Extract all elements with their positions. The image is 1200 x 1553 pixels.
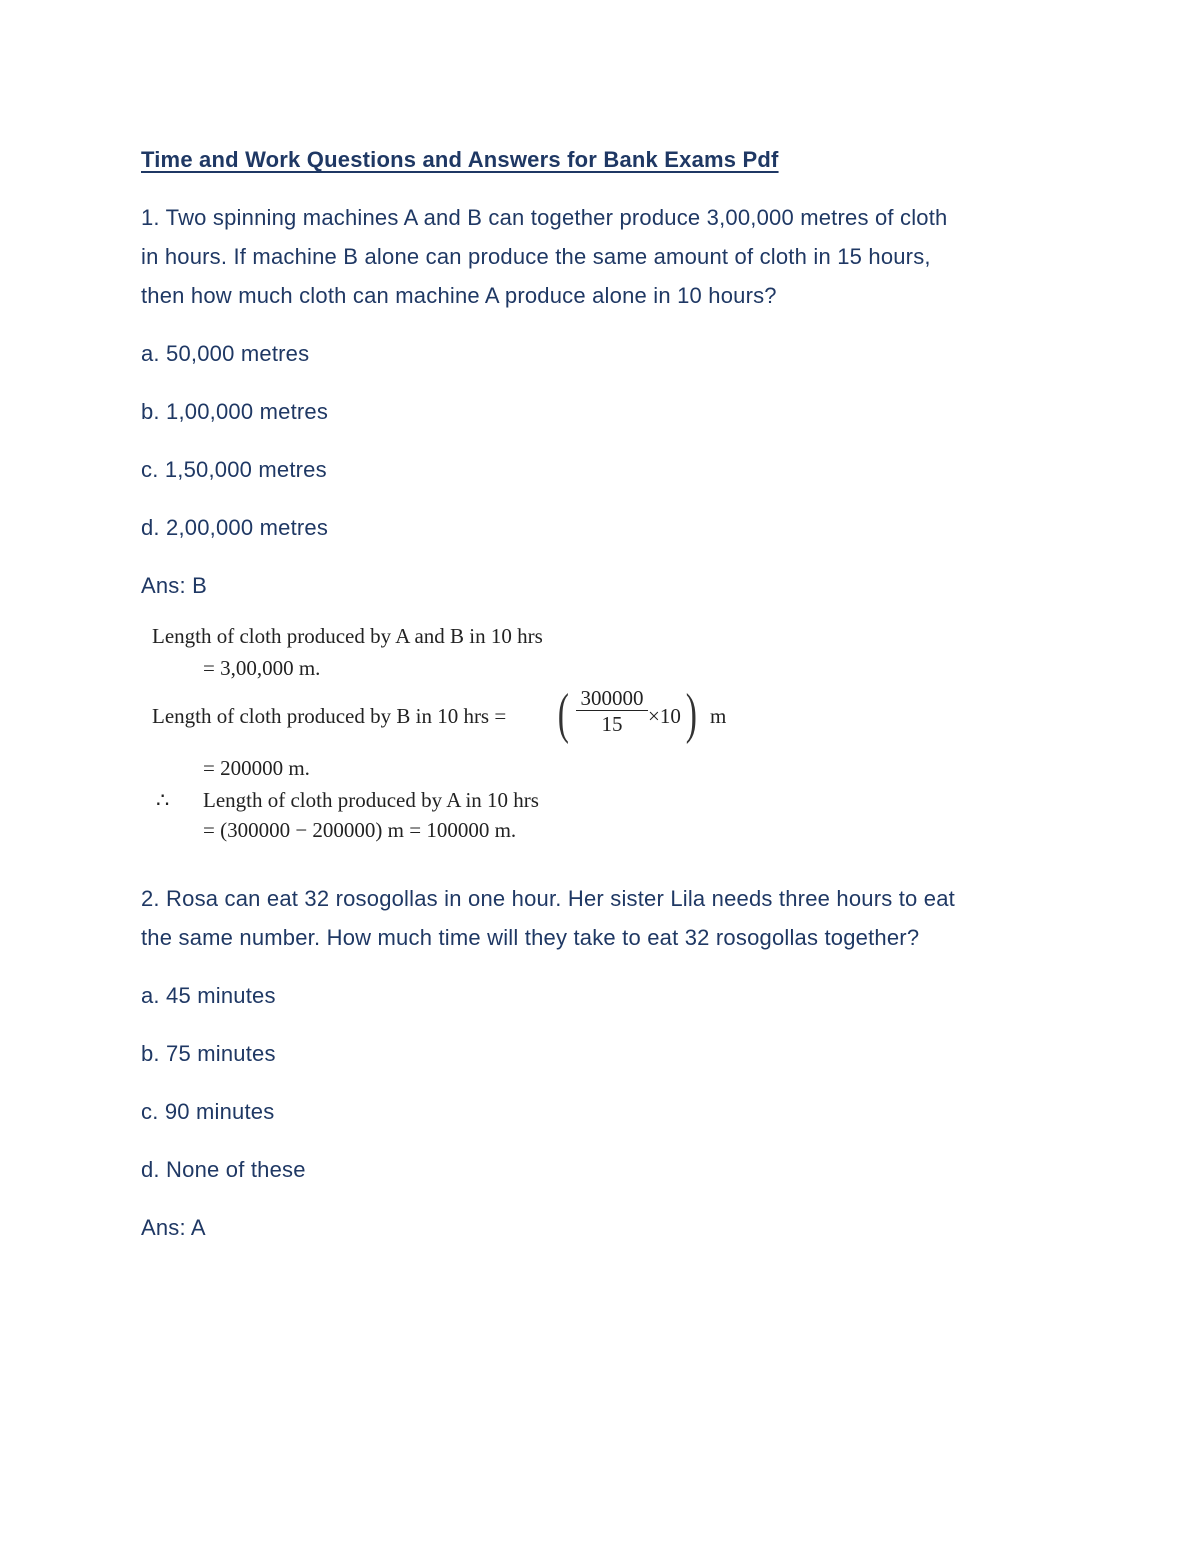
- fraction-denominator: 15: [601, 712, 623, 736]
- question-1-line-2: in hours. If machine B alone can produce the same amount of cloth in 15 hours,: [141, 244, 931, 269]
- question-2-option-d: d. None of these: [141, 1157, 306, 1182]
- fraction-numerator: 300000: [576, 686, 648, 711]
- fraction: [576, 686, 648, 737]
- solution-line-2: = 3,00,000 m.: [203, 656, 321, 680]
- therefore-symbol: ∴: [156, 788, 170, 812]
- question-1-option-b: b. 1,00,000 metres: [141, 399, 329, 424]
- question-2-option-a: a. 45 minutes: [141, 983, 276, 1008]
- question-1-option-d: d. 2,00,000 metres: [141, 515, 329, 540]
- solution-line-6: = (300000 − 200000) m = 100000 m.: [203, 818, 517, 842]
- solution-line-4: = 200000 m.: [203, 756, 310, 780]
- question-1-option-c: c. 1,50,000 metres: [141, 457, 327, 482]
- times-ten: ×10: [648, 704, 681, 728]
- solution-line-1: Length of cloth produced by A and B in 10 hrs: [152, 624, 543, 648]
- unit-m: m: [710, 704, 727, 728]
- solution-line-5: Length of cloth produced by A in 10 hrs: [203, 788, 539, 812]
- question-1-line-1: 1. Two spinning machines A and B can together produce 3,00,000 metres of cloth: [141, 205, 948, 230]
- question-1-option-a: a. 50,000 metres: [141, 341, 310, 366]
- left-parenthesis: (: [557, 683, 569, 745]
- question-2-option-b: b. 75 minutes: [141, 1041, 276, 1066]
- question-1-answer: Ans: B: [141, 573, 208, 598]
- right-parenthesis: ): [685, 683, 697, 745]
- question-1-line-3: then how much cloth can machine A produce alone in 10 hours?: [141, 283, 777, 308]
- question-2-line-2: the same number. How much time will they take to eat 32 rosogollas together?: [141, 925, 920, 950]
- solution-line-3: Length of cloth produced by B in 10 hrs =: [152, 704, 507, 728]
- question-1-solution: [150, 622, 770, 862]
- question-2-option-c: c. 90 minutes: [141, 1099, 275, 1124]
- page-title: Time and Work Questions and Answers for Bank Exams Pdf: [141, 147, 779, 172]
- question-2-line-1: 2. Rosa can eat 32 rosogollas in one hour. Her sister Lila needs three hours to eat: [141, 886, 955, 911]
- question-2-answer: Ans: A: [141, 1215, 206, 1240]
